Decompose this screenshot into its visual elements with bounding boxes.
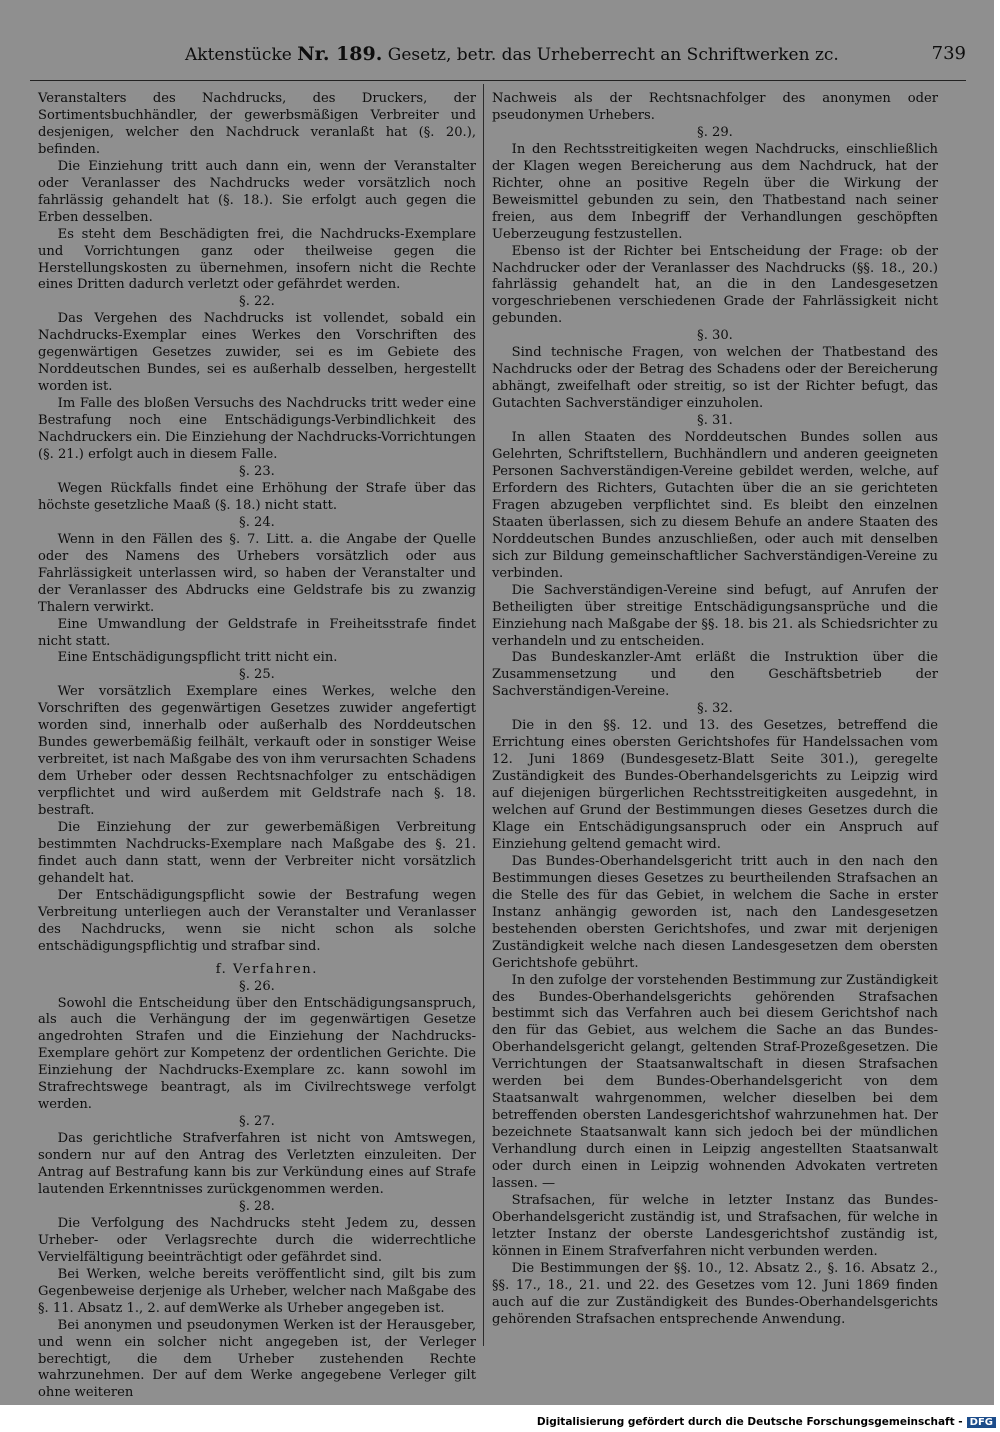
body-paragraph: Der Entschädigungspflicht sowie der Bestrafung wegen Verbreitung unterliegen auch der Veranstalter und Veranlasser des Nachdrucks, wenn sie nicht schon als solche entschädigungspflichtig und strafbar sind. bbox=[38, 887, 476, 954]
paragraph-number: §. 26. bbox=[239, 978, 275, 994]
body-paragraph: Wer vorsätzlich Exemplare eines Werkes, welche den Vorschriften des gegenwärtigen Gesetzes zuwider angefertigt worden sind, innerhalb oder außerhalb des Norddeutschen Bundes gewerbemäßig feilhält, verkauft oder in sonstiger Weise verbreitet, ist nach Maßgabe des von ihm verursachten Schadens dem Urheber oder dessen Rechtsnachfolger zu entschädigen verpflichtet und wird außerdem mit Geldstrafe nach §. 18. bestraft. bbox=[38, 684, 476, 819]
paragraph-number: §. 32. bbox=[697, 701, 733, 717]
paragraph-number: §. 31. bbox=[697, 413, 733, 429]
header-title-suffix: Gesetz, betr. das Urheberrecht an Schriftwerken zc. bbox=[387, 45, 839, 65]
digitization-footer bbox=[0, 1416, 996, 1428]
paragraph-number: §. 25. bbox=[239, 667, 275, 683]
paragraph-number: §. 30. bbox=[697, 328, 733, 344]
continued-paragraph: Veranstalters des Nachdrucks, des Druckers, der Sortimentsbuchhändler, der gewerbsmäßigen Verbreiter und desjenigen, welcher den Nachdruck veranlaßt hat (§. 20.), befinden. bbox=[38, 91, 476, 157]
body-paragraph: Sowohl die Entscheidung über den Entschädigungsanspruch, als auch die Verhängung der im gegenwärtigen Gesetze angedrohten Strafen und die Einziehung der Nachdrucks-Exemplare gehört zur Kompetenz der ordentlichen Gerichte. Die Einziehung der Nachdrucks-Exemplare zc. kann sowohl im Strafrechtswege beantragt, als im Civilrechtswege verfolgt werden. bbox=[38, 995, 476, 1113]
left-text-column bbox=[38, 91, 476, 1402]
body-paragraph: Die Bestimmungen der §§. 10., 12. Absatz 2., §. 16. Absatz 2., §§. 17., 18., 21. und 22. des Gesetzes vom 12. Juni 1869 finden auch auf die zur Zuständigkeit des Bundes-Oberhandelsgerichts gehörenden Strafsachen entsprechende Anwendung. bbox=[492, 1260, 938, 1327]
body-paragraph: Eine Entschädigungspflicht tritt nicht ein. bbox=[57, 650, 338, 666]
header-rule bbox=[30, 80, 966, 81]
body-paragraph: Strafsachen, für welche in letzter Instanz das Bundes-Oberhandelsgericht zuständig ist, und Strafsachen, für welche in letzter Instanz der oberste Landesgerichtshof zuständig ist, können in Einem Strafverfahren nicht verbunden werden. bbox=[492, 1192, 938, 1259]
page-number: 739 bbox=[931, 43, 966, 64]
body-paragraph: Die in den §§. 12. und 13. des Gesetzes, betreffend die Errichtung eines obersten Gerichtshofes für Handelssachen vom 12. Juni 1869 (Bundesgesetz-Blatt Seite 301.), geregelte Zuständigkeit des Bundes-Oberhandelsgerichts zu Leipzig wird auf diejenigen bürgerlichen Rechtsstreitigkeiten ausgedehnt, in welchen auf Grund der Bestimmungen dieses Gesetzes durch die Klage ein Entschädigungsanspruch oder ein Anspruch auf Einziehung geltend gemacht wird. bbox=[492, 718, 938, 852]
column-divider bbox=[483, 84, 484, 1346]
body-paragraph: Das Bundeskanzler-Amt erläßt die Instruktion über die Zusammensetzung und den Geschäftsbetrieb der Sachverständigen-Vereine. bbox=[492, 650, 938, 700]
body-paragraph: Bei Werken, welche bereits veröffentlicht sind, gilt bis zum Gegenbeweise derjenige als Urheber, welcher nach Maßgabe des §. 11. Absatz 1., 2. auf demWerke als Urheber angegeben ist. bbox=[38, 1266, 476, 1316]
header-title bbox=[185, 43, 839, 65]
paragraph-number: §. 27. bbox=[239, 1114, 275, 1130]
paragraph-number: §. 24. bbox=[239, 514, 275, 530]
body-paragraph: In den Rechtsstreitigkeiten wegen Nachdrucks, einschließlich der Klagen wegen Bereicherung aus dem Nachdruck, hat der Richter, ohne an positive Regeln über die Wirkung der Beweismittel gebunden zu sein, den Thatbestand nach seiner freien, aus dem Inbegriff der Verhandlungen geschöpften Ueberzeugung festzustellen. bbox=[492, 141, 938, 242]
body-paragraph: Die Einziehung tritt auch dann ein, wenn der Veranstalter oder Veranlasser des Nachdrucks weder vorsätzlich noch fahrlässig gehandelt hat (§. 18.). Sie erfolgt auch gegen die Erben desselben. bbox=[38, 158, 476, 225]
right-text-column bbox=[492, 91, 938, 1329]
body-paragraph: Eine Umwandlung der Geldstrafe in Freiheitsstrafe findet nicht statt. bbox=[38, 616, 476, 649]
paragraph-number: §. 23. bbox=[239, 463, 275, 479]
body-paragraph: Die Verfolgung des Nachdrucks steht Jedem zu, dessen Urheber- oder Verlagsrechte durch die widerrechtliche Vervielfältigung beeinträchtigt oder gefährdet sind. bbox=[38, 1215, 476, 1265]
body-paragraph: Die Sachverständigen-Vereine sind befugt, auf Anrufen der Betheiligten über streitige Entschädigungsansprüche und die Einziehung nach Maßgabe der §§. 18. bis 21. als Schiedsrichter zu verhandeln und zu entscheiden. bbox=[492, 582, 938, 649]
body-paragraph: Wenn in den Fällen des §. 7. Litt. a. die Angabe der Quelle oder des Namens des Urhebers vorsätzlich oder aus Fahrlässigkeit unterlassen wird, so haben der Veranstalter und der Veranlasser des Abdrucks eine Geldstrafe bis zu zwanzig Thalern verwirkt. bbox=[38, 531, 476, 615]
body-paragraph: In allen Staaten des Norddeutschen Bundes sollen aus Gelehrten, Schriftstellern, Buchhändlern und anderen geeigneten Personen Sachverständigen-Vereine gebildet werden, welche, auf Erfordern des Richters, Gutachten über die an sie gerichteten Fragen abzugeben verpflichtet sind. Es bleibt den einzelnen Staaten überlassen, sich zu diesem Behufe an andere Staaten des Norddeutschen Bundes anzuschließen, oder auch mit denselben sich zur Bildung gemeinschaftlicher Sachverständigen-Vereine zu verbinden. bbox=[492, 430, 938, 581]
header-document-number: Nr. 189. bbox=[297, 43, 383, 65]
body-paragraph: Im Falle des bloßen Versuchs des Nachdrucks tritt weder eine Bestrafung noch eine Entschädigungs-Verbindlichkeit des Nachdruckers ein. Die Einziehung der Nachdrucks-Vorrichtungen (§. 21.) erfolgt auch in diesem Falle. bbox=[38, 396, 476, 463]
body-paragraph: Es steht dem Beschädigten frei, die Nachdrucks-Exemplare und Vorrichtungen ganz oder theilweise gegen die Herstellungskosten zu übernehmen, insofern nicht die Rechte eines Dritten dadurch verletzt oder gefährdet werden. bbox=[38, 226, 476, 293]
paragraph-number: §. 29. bbox=[697, 124, 733, 140]
page-header bbox=[30, 43, 966, 83]
paragraph-number: §. 22. bbox=[239, 294, 275, 310]
body-paragraph: Wegen Rückfalls findet eine Erhöhung der Strafe über das höchste gesetzliche Maaß (§. 18.) nicht statt. bbox=[38, 480, 476, 513]
body-paragraph: Die Einziehung der zur gewerbemäßigen Verbreitung bestimmten Nachdrucks-Exemplare nach Maßgabe des §. 21. findet auch dann statt, wenn der Verbreiter nicht vorsätzlich gehandelt hat. bbox=[38, 819, 476, 886]
paragraph-number: §. 28. bbox=[239, 1198, 275, 1214]
dfg-logo: DFG bbox=[967, 1417, 996, 1428]
header-title-prefix: Aktenstücke bbox=[185, 45, 292, 65]
body-paragraph: Sind technische Fragen, von welchen der Thatbestand des Nachdrucks oder der Betrag des Schadens oder der Bereicherung abhängt, zweifelhaft oder streitig, so ist der Richter befugt, das Gutachten Sachverständiger einzuholen. bbox=[492, 345, 938, 412]
section-heading: f. Verfahren. bbox=[215, 961, 318, 977]
body-paragraph: In den zufolge der vorstehenden Bestimmung zur Zuständigkeit des Bundes-Oberhandelsgerichts gehörenden Strafsachen bestimmt sich das Verfahren auch bei diesem Gerichtshof nach den für das Gebiet, aus welchem die Sache an das Bundes-Oberhandelsgericht gelangt, geltenden Straf-Prozeßgesetzen. Die Verrichtungen der Staatsanwaltschaft in diesen Strafsachen werden bei dem Bundes-Oberhandelsgericht von dem Staatsanwalt wahrgenommen, welcher dieselben bei dem betreffenden obersten Landesgerichtshof wahrzunehmen hat. Der bezeichnete Staatsanwalt kann sich jedoch bei der mündlichen Verhandlung durch einen in Leipzig angestellten Staatsanwalt oder durch einen in Leipzig wohnenden Advokaten vertreten lassen. — bbox=[492, 972, 938, 1191]
body-paragraph: Ebenso ist der Richter bei Entscheidung der Frage: ob der Nachdrucker oder der Veranlasser des Nachdrucks (§§. 18., 20.) fahrlässig gehandelt hat, an die in den Landesgesetzen vorgeschriebenen verschiedenen Grade der Fahrlässigkeit nicht gebunden. bbox=[492, 243, 938, 327]
body-paragraph: Das Vergehen des Nachdrucks ist vollendet, sobald ein Nachdrucks-Exemplar eines Werkes den Vorschriften des gegenwärtigen Gesetzes zuwider, sei es im Gebiete des Norddeutschen Bundes, sei es außerhalb desselben, hergestellt worden ist. bbox=[38, 311, 476, 395]
body-paragraph: Das gerichtliche Strafverfahren ist nicht von Amtswegen, sondern nur auf den Antrag des Verletzten einzuleiten. Der Antrag auf Bestrafung kann bis zur Verkündung eines auf Strafe lautenden Erkenntnisses zurückgenommen werden. bbox=[38, 1131, 476, 1197]
body-paragraph: Bei anonymen und pseudonymen Werken ist der Herausgeber, und wenn ein solcher nicht angegeben ist, der Verleger berechtigt, die dem Urheber zustehenden Rechte wahrzunehmen. Der auf dem Werke angegebene Verleger gilt ohne weiteren bbox=[38, 1317, 476, 1401]
body-paragraph: Das Bundes-Oberhandelsgericht tritt auch in den nach den Bestimmungen dieses Gesetzes zu beurtheilenden Strafsachen an die Stelle des für das Gebiet, in welchem die Sache in erster Instanz anhängig geworden ist, nach den Landesgesetzen bestehenden obersten Gerichtshofes, und zwar mit derjenigen Zuständigkeit welche nach diesen Landesgesetzen dem obersten Gerichtshofe gebührt. bbox=[492, 853, 938, 971]
continued-paragraph: Nachweis als der Rechtsnachfolger des anonymen oder pseudonymen Urhebers. bbox=[492, 91, 938, 123]
footer-credit-text: Digitalisierung gefördert durch die Deutsche Forschungsgemeinschaft - bbox=[536, 1416, 963, 1428]
